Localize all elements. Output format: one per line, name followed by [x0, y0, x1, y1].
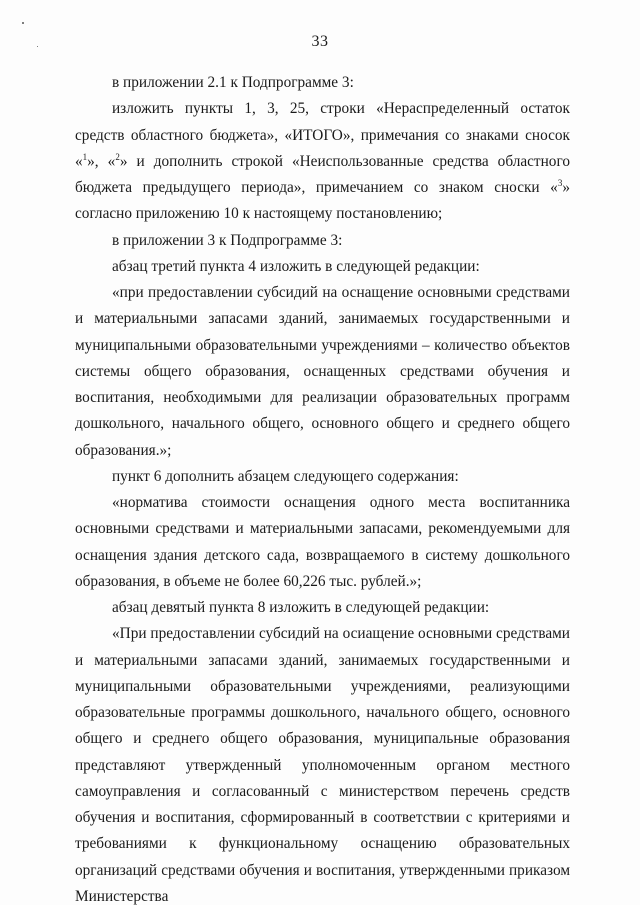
- paragraph: абзац третий пункта 4 изложить в следующей редакции:: [112, 257, 480, 275]
- quoted-paragraph: «норматива стоимости оснащения одного места воспитанника основными средствами и материальными запасами, рекомендуемыми для оснащения здания детского сада, возвращаемого в систему дошкольного образования, в объеме не более 60,226 тыс. рублей.»;: [75, 494, 570, 590]
- document-body: [75, 70, 570, 910]
- paragraph: в приложении 3 к Подпрограмме 3:: [112, 231, 343, 249]
- footnote-mark: 3: [557, 177, 563, 188]
- paragraph-with-footnote-marks: [75, 96, 570, 227]
- page-number: 33: [311, 33, 329, 50]
- paragraph: в приложении 2.1 к Подпрограмме 3:: [112, 74, 354, 91]
- footnote-mark: 1: [82, 151, 88, 162]
- scan-speck: [22, 22, 24, 24]
- footnote-mark: 2: [115, 151, 120, 162]
- paragraph-text-part: » и дополнить строкой «Неиспользованные средства областного бюджета предыдущего периода», примечанием со знаком сноски «: [75, 152, 570, 196]
- paragraph-text-part: изложить пункты 1, 3, 25, строки «Нераспределенный остаток средств областного бюджета», «ИТОГО», примечания со знаками сносок «: [75, 100, 570, 170]
- paragraph: абзац девятый пункта 8 изложить в следующей редакции:: [112, 599, 490, 616]
- quoted-paragraph: «При предоставлении субсидий на осиащение основными средствами и материальными запасами зданий, занимаемых государственными и муниципальными образовательными учреждениями, реализующими образовательные программы дошкольного, начального общего, основного общего и среднего общего образования, муниципальные образования представляют утвержденный уполномоченным органом местного самоуправления и согласованный с министерством перечень средств обучения и воспитания, сформированный в соответствии с критериями и требованиями к функциональному оснащению образовательных организаций средствами обучения и воспитания, утвержденными приказом Министерства: [75, 625, 570, 905]
- paragraph-text-part: », «: [87, 152, 116, 170]
- paragraph-text-part: » согласно приложению 10 к настоящему постановлению;: [75, 179, 570, 223]
- quoted-paragraph: «при предоставлении субсидий на оснащение основными средствами и материальными запасами зданий, занимаемых государственными и муниципальными образовательными учреждениями – количество объектов системы общего образования, оснащенных средствами обучения и воспитания, необходимыми для реализации образовательных программ дошкольного, начального общего, основного общего и среднего общего образования.»;: [75, 284, 570, 459]
- paragraph: пункт 6 дополнить абзацем следующего содержания:: [112, 467, 459, 485]
